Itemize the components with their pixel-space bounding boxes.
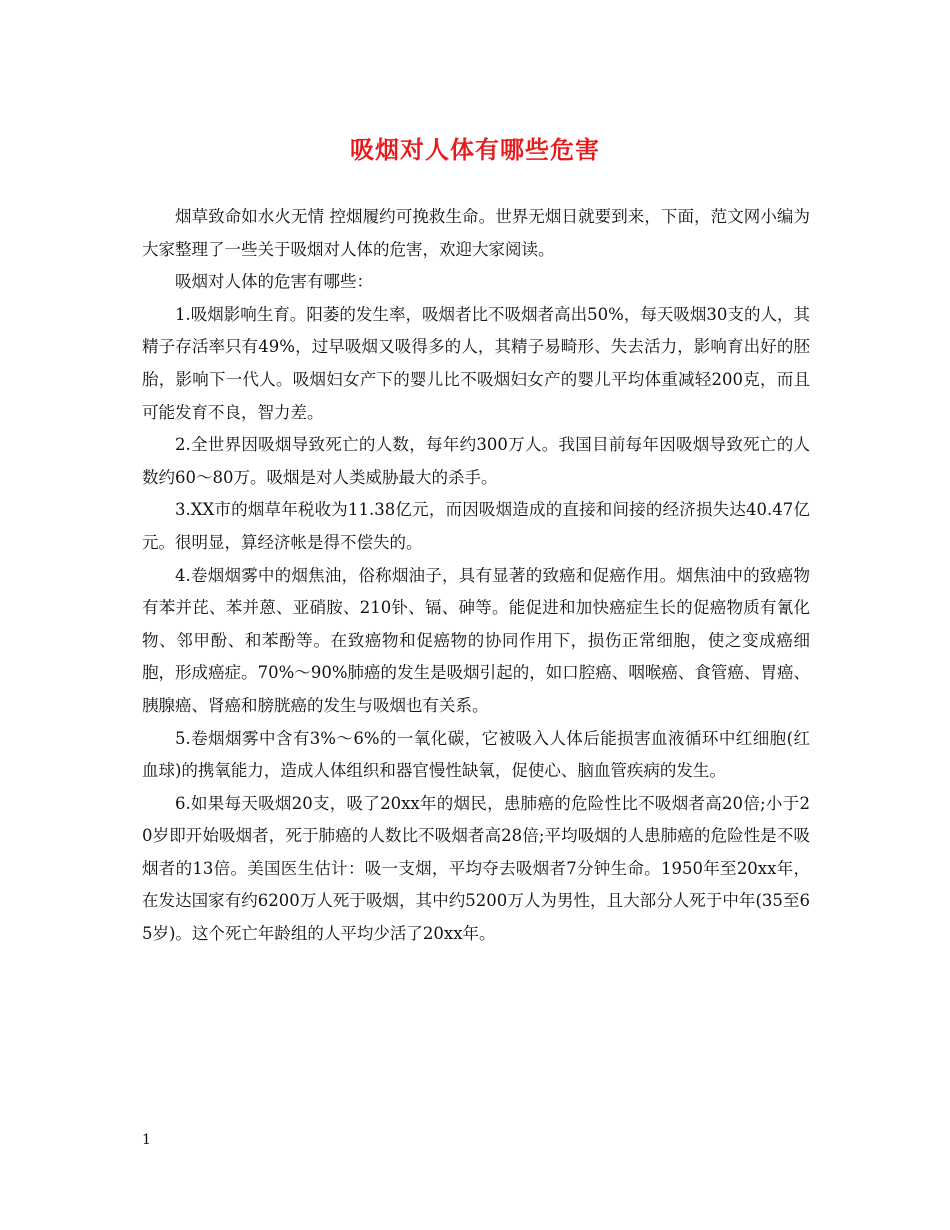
- page-number: 1: [142, 1132, 151, 1148]
- list-item-4: 4.卷烟烟雾中的烟焦油，俗称烟油子，具有显著的致癌和促癌作用。烟焦油中的致癌物有苯并芘、苯并蒽、亚硝胺、210钋、镉、砷等。能促进和加快癌症生长的促癌物质有氰化物、邻甲酚、和苯酚等。在致癌物和促癌物的协同作用下，损伤正常细胞，使之变成癌细胞，形成癌症。70%～90%肺癌的发生是吸烟引起的，如口腔癌、咽喉癌、食管癌、胃癌、胰腺癌、肾癌和膀胱癌的发生与吸烟也有关系。: [142, 565, 810, 715]
- page-title: 吸烟对人体有哪些危害: [350, 135, 600, 164]
- list-item-3: 3.XX市的烟草年税收为11.38亿元，而因吸烟造成的直接和间接的经济损失达40.47亿元。很明显，算经济帐是得不偿失的。: [142, 500, 810, 552]
- intro-paragraph: 烟草致命如水火无情 控烟履约可挽救生命。世界无烟日就要到来，下面，范文网小编为大家整理了一些关于吸烟对人体的危害，欢迎大家阅读。: [142, 207, 810, 259]
- list-item-2: 2.全世界因吸烟导致死亡的人数，每年约300万人。我国目前每年因吸烟导致死亡的人数约60～80万。吸烟是对人类威胁最大的杀手。: [142, 435, 810, 487]
- list-item-1: 1.吸烟影响生育。阳萎的发生率，吸烟者比不吸烟者高出50%，每天吸烟30支的人，其精子存活率只有49%，过早吸烟又吸得多的人，其精子易畸形、失去活力，影响育出好的胚胎，影响下一代人。吸烟妇女产下的婴儿比不吸烟妇女产的婴儿平均体重减轻200克，而且可能发育不良，智力差。: [142, 304, 810, 422]
- list-item-6: 6.如果每天吸烟20支，吸了20xx年的烟民，患肺癌的危险性比不吸烟者高20倍;小于20岁即开始吸烟者，死于肺癌的人数比不吸烟者高28倍;平均吸烟的人患肺癌的危险性是不吸烟者的13倍。美国医生估计：吸一支烟，平均夺去吸烟者7分钟生命。1950年至20xx年，在发达国家有约6200万人死于吸烟，其中约5200万人为男性，且大部分人死于中年(35至65岁)。这个死亡年龄组的人平均少活了20xx年。: [142, 793, 810, 944]
- section-heading: 吸烟对人体的危害有哪些：: [175, 272, 373, 292]
- document-body: [142, 201, 810, 951]
- list-item-5: 5.卷烟烟雾中含有3%～6%的一氧化碳，它被吸入人体后能损害血液循环中红细胞(红血球)的携氧能力，造成人体组织和器官慢性缺氧，促使心、脑血管疾病的发生。: [142, 728, 810, 781]
